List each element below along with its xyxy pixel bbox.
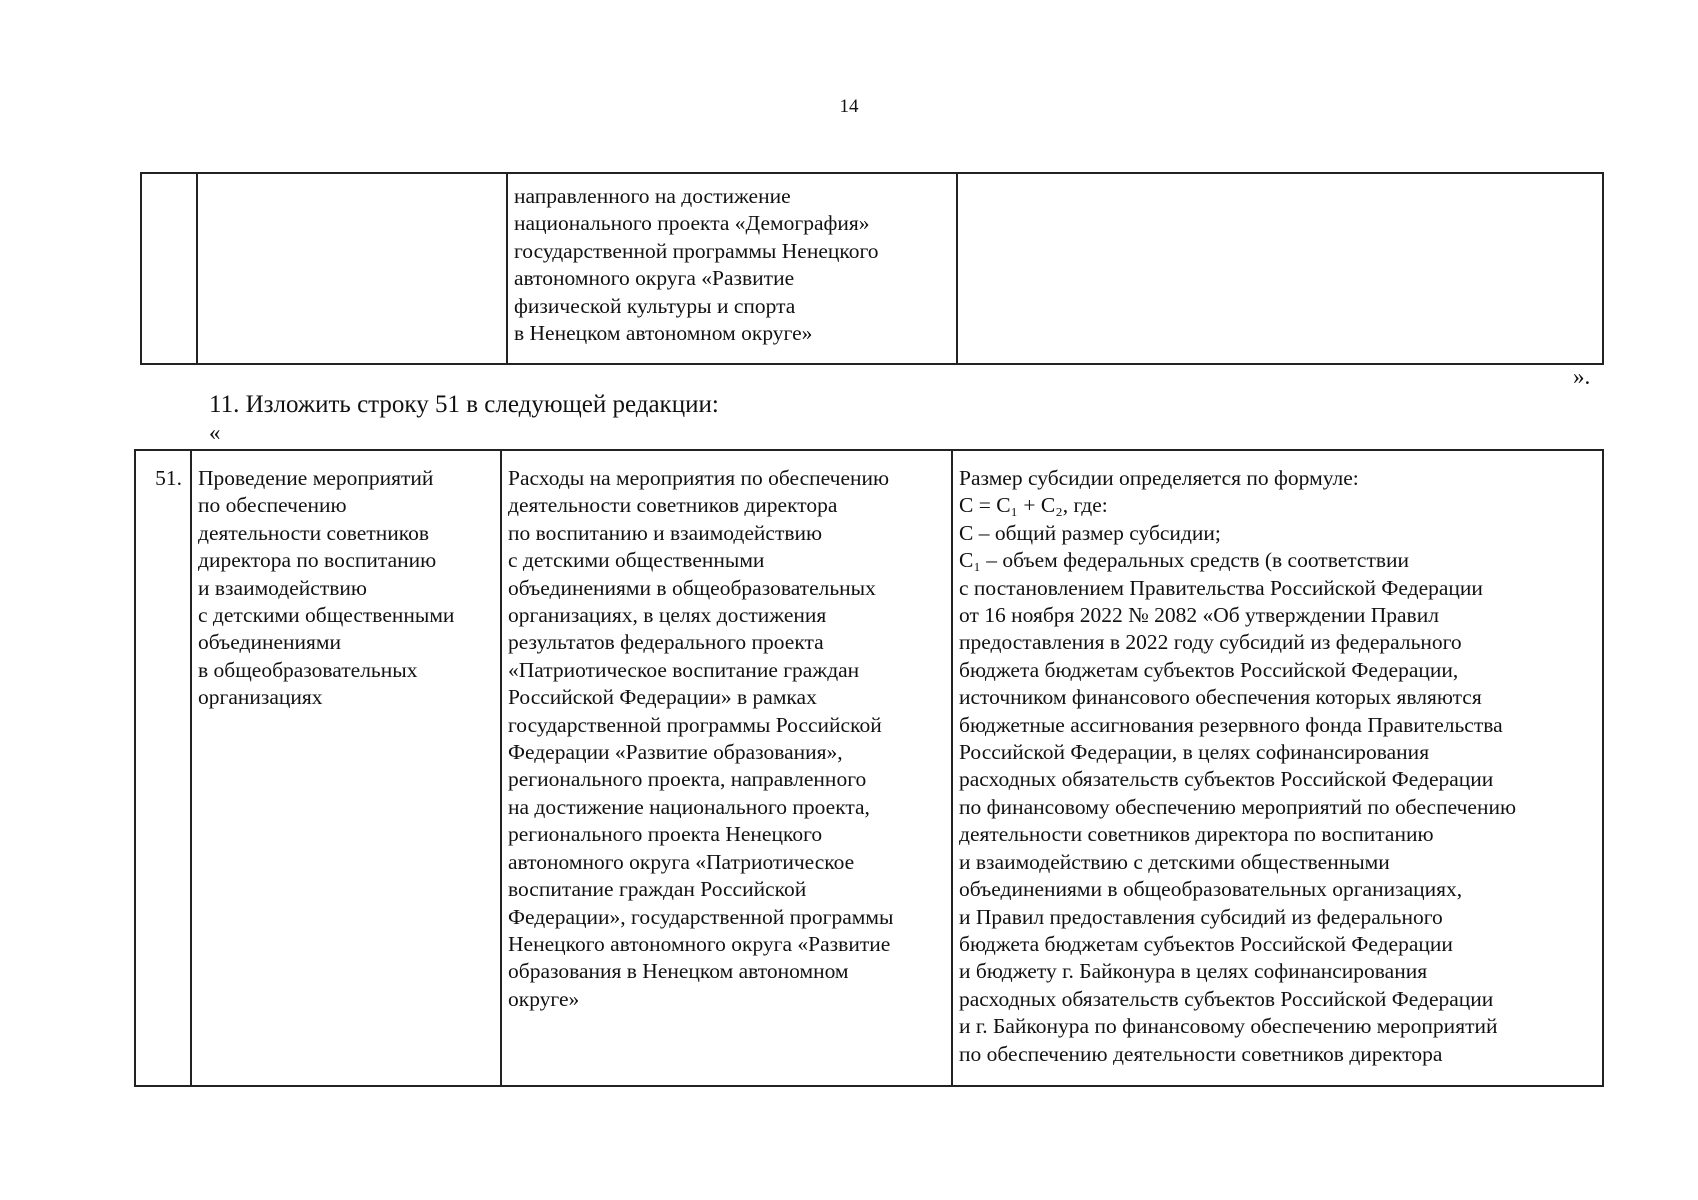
table-row (141, 173, 1603, 364)
row-number-cell (141, 173, 197, 364)
row-51-table (134, 449, 1604, 1087)
page-number: 14 (839, 96, 859, 117)
row-number-cell: 51. (135, 450, 191, 1086)
expense-description-cell: направленного на достижение национального проекта «Демография» государственной программы Ненецкого автономного округа «Развитие физической культуры и спорта в Ненецком автономном округе» (507, 173, 957, 364)
continued-table (140, 172, 1604, 365)
table-row (135, 450, 1603, 1086)
closing-quote: ». (1573, 364, 1591, 389)
formula-cell (957, 173, 1603, 364)
event-name-cell (197, 173, 507, 364)
amendment-instruction: 11. Изложить строку 51 в следующей редакции: (209, 391, 719, 418)
event-name-cell: Проведение мероприятий по обеспечению деятельности советников директора по воспитанию и взаимодействию с детскими общественными объединениями в общеобразовательных организациях (191, 450, 501, 1086)
formula-cell: Размер субсидии определяется по формуле: C = C₁ + C₂, где: C – общий размер субсидии; C₁ – объем федеральных средств (в соответствии с постановлением Правительства Российской Федерации от 16 ноября 2022 № 2082 «Об утверждении Правил предоставления в 2022 году субсидий из федерального бюджета бюджетам субъектов Российской Федерации, источником финансового обеспечения которых являются бюджетные ассигнования резервного фонда Правительства Российской Федерации, в целях софинансирования расходных обязательств субъектов Российской Федерации по финансовому обеспечению мероприятий по обеспечению деятельности советников директора по воспитанию и взаимодействию с детскими общественными объединениями в общеобразовательных организациях, и Правил предоставления субсидий из федерального бюджета бюджетам субъектов Российской Федерации и бюджету г. Байконура в целях софинансирования расходных обязательств субъектов Российской Федерации и г. Байконура по финансовому обеспечению мероприятий по обеспечению деятельности советников директора (952, 450, 1603, 1086)
expense-description-cell: Расходы на мероприятия по обеспечению деятельности советников директора по воспитанию и взаимодействию с детскими общественными объединениями в общеобразовательных организациях, в целях достижения результатов федерального проекта «Патриотическое воспитание граждан Российской Федерации» в рамках государственной программы Российской Федерации «Развитие образования», регионального проекта, направленного на достижение национального проекта, регионального проекта Ненецкого автономного округа «Патриотическое воспитание граждан Российской Федерации», государственной программы Ненецкого автономного округа «Развитие образования в Ненецком автономном округе» (501, 450, 952, 1086)
opening-quote: « (209, 420, 221, 445)
